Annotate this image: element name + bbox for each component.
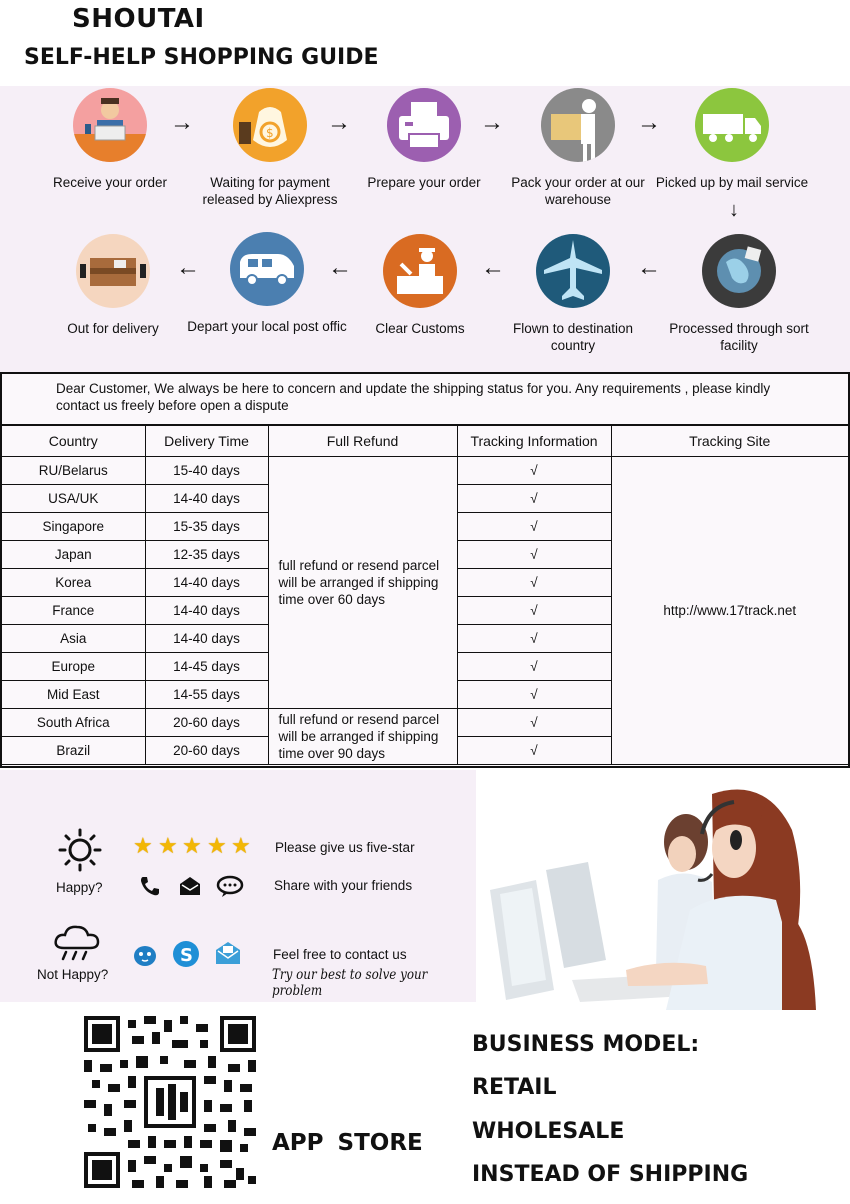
tracking-check: √	[457, 485, 611, 513]
time-cell: 14-40 days	[145, 485, 268, 513]
business-model-title: BUSINESS MODEL:	[472, 1032, 700, 1057]
package-icon	[541, 88, 615, 162]
step-label: Picked up by mail service	[655, 175, 809, 190]
step-label: Depart your local post offic	[187, 319, 347, 334]
step-label: Receive your order	[52, 175, 168, 190]
globe-icon	[702, 234, 776, 308]
mail-icon[interactable]	[178, 874, 202, 898]
country-cell: USA/UK	[2, 485, 145, 513]
tracking-check: √	[457, 569, 611, 597]
tracking-check: √	[457, 681, 611, 709]
retail-label: RETAIL	[472, 1075, 557, 1100]
svg-text:$: $	[266, 126, 274, 140]
star-icon: ★	[182, 833, 202, 858]
time-cell: 20-60 days	[145, 709, 268, 737]
tracking-check: √	[457, 541, 611, 569]
arrow-left: ←	[176, 254, 200, 281]
guide-title: SELF-HELP SHOPPING GUIDE	[24, 45, 379, 70]
customer-service-photo	[476, 770, 850, 1010]
star-icon: ★	[231, 833, 251, 858]
app-store-label: APP STORE	[272, 1130, 423, 1156]
table-row	[2, 457, 848, 485]
country-cell: Mid East	[2, 681, 145, 709]
tracking-check: √	[457, 597, 611, 625]
country-cell: RU/Belarus	[2, 457, 145, 485]
share-text: Share with your friends	[274, 878, 413, 893]
skype-icon[interactable]	[172, 940, 200, 968]
step-label: Clear Customs	[375, 321, 465, 336]
customer-notice: Dear Customer, We always be here to concern and update the shipping status for you. Any requirements , please kindly contact us freely before open a dispute	[2, 374, 848, 425]
time-cell: 15-35 days	[145, 513, 268, 541]
time-cell: 12-35 days	[145, 541, 268, 569]
step-label: Processed through sort facility	[669, 321, 809, 353]
time-cell: 20-60 days	[145, 737, 268, 765]
tracking-check: √	[457, 457, 611, 485]
country-cell: Korea	[2, 569, 145, 597]
chat-icon[interactable]	[216, 874, 244, 898]
time-cell: 14-55 days	[145, 681, 268, 709]
step-label: Waiting for payment released by Aliexpress	[202, 175, 338, 207]
table-header-row	[2, 426, 848, 457]
time-cell: 14-45 days	[145, 653, 268, 681]
country-cell: France	[2, 597, 145, 625]
star-icon: ★	[158, 833, 178, 858]
five-star-text: Please give us five-star	[275, 840, 415, 855]
step-flown	[493, 234, 653, 354]
svg-text:S: S	[180, 945, 193, 966]
shipping-table	[2, 425, 848, 765]
tracking-check: √	[457, 625, 611, 653]
order-icon	[73, 88, 147, 162]
tracking-check: √	[457, 653, 611, 681]
arrow-down: ↓	[729, 199, 739, 221]
messenger-bird-icon[interactable]	[132, 942, 158, 968]
step-prepare-order	[344, 88, 504, 191]
process-flow	[0, 86, 850, 372]
refund-90-cell: full refund or resend parcel will be arranged if shipping time over 90 days	[268, 709, 457, 765]
shipping-table-section	[0, 372, 850, 768]
tracking-site-link[interactable]: http://www.17track.net	[611, 457, 848, 765]
qr-code[interactable]	[84, 1016, 256, 1188]
step-label: Out for delivery	[67, 321, 159, 336]
arrow-left: ←	[328, 254, 352, 281]
sun-icon	[58, 828, 102, 872]
country-cell: South Africa	[2, 709, 145, 737]
tracking-check: √	[457, 709, 611, 737]
step-depart-post-office	[187, 232, 347, 335]
money-bag-icon	[233, 88, 307, 162]
tracking-check: √	[457, 513, 611, 541]
step-label: Flown to destination country	[512, 321, 634, 353]
step-pack-order	[498, 88, 658, 208]
country-cell: Singapore	[2, 513, 145, 541]
country-cell: Asia	[2, 625, 145, 653]
not-happy-label: Not Happy?	[37, 967, 109, 982]
col-full-refund: Full Refund	[268, 426, 457, 457]
time-cell: 14-40 days	[145, 597, 268, 625]
arrow-right: →	[480, 109, 504, 136]
phone-icon[interactable]	[138, 874, 162, 898]
col-tracking-site: Tracking Site	[611, 426, 848, 457]
truck-icon	[695, 88, 769, 162]
time-cell: 15-40 days	[145, 457, 268, 485]
tracking-check: √	[457, 737, 611, 765]
step-out-for-delivery	[33, 234, 193, 337]
instead-of-shipping-label: INSTEAD OF SHIPPING	[472, 1162, 749, 1187]
step-clear-customs	[340, 234, 500, 337]
country-cell: Europe	[2, 653, 145, 681]
airplane-icon	[536, 234, 610, 308]
happy-label: Happy?	[56, 880, 103, 895]
wholesale-label: WHOLESALE	[472, 1119, 625, 1144]
star-icon: ★	[133, 833, 153, 858]
printer-icon	[387, 88, 461, 162]
col-tracking-info: Tracking Information	[457, 426, 611, 457]
country-cell: Japan	[2, 541, 145, 569]
solve-problem-text: Try our best to solve your problem	[272, 967, 428, 999]
col-country: Country	[2, 426, 145, 457]
step-label: Pack your order at our warehouse	[511, 175, 645, 207]
step-receive-order	[30, 88, 190, 191]
contact-text: Feel free to contact us	[273, 947, 407, 962]
arrow-right: →	[170, 109, 194, 136]
col-delivery-time: Delivery Time	[145, 426, 268, 457]
step-label: Prepare your order	[367, 175, 481, 190]
email-icon[interactable]	[214, 940, 242, 966]
customs-icon	[383, 234, 457, 308]
van-icon	[230, 232, 304, 306]
arrow-right: →	[637, 109, 661, 136]
refund-60-cell: full refund or resend parcel will be arranged if shipping time over 60 days	[268, 457, 457, 709]
country-cell: Brazil	[2, 737, 145, 765]
step-waiting-payment	[190, 88, 350, 208]
step-sort-facility	[659, 234, 819, 354]
time-cell: 14-40 days	[145, 569, 268, 597]
time-cell: 14-40 days	[145, 625, 268, 653]
star-icon: ★	[207, 833, 227, 858]
feedback-section	[0, 770, 476, 1002]
box-icon	[76, 234, 150, 308]
step-picked-up	[652, 88, 812, 191]
brand-title: SHOUTAI	[72, 4, 205, 34]
arrow-left: ←	[481, 254, 505, 281]
arrow-right: →	[327, 109, 351, 136]
rain-cloud-icon	[52, 922, 102, 962]
arrow-left: ←	[637, 254, 661, 281]
